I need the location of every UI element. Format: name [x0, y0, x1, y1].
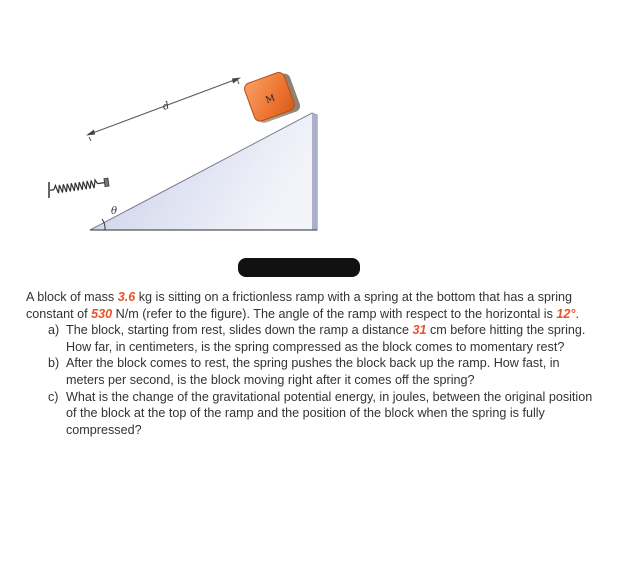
block — [243, 69, 302, 125]
question-a: a) The block, starting from rest, slides down the ramp a distance 31 cm before hitting the spring. How far, in centimeters, is the spring compressed as the block comes to momentary rest? — [48, 323, 586, 354]
block-label: M — [264, 93, 277, 106]
question-c-marker: c) — [48, 389, 59, 404]
redaction-bar — [238, 258, 360, 277]
angle-value: 12° — [556, 306, 576, 321]
mass-value: 3.6 — [117, 290, 136, 304]
spring-constant-value: 530 — [91, 306, 113, 321]
question-c: c) What is the change of the gravitational potential energy, in joules, between the original position of the block at the top of the ramp and the position of the block when the spring is fully compressed? — [48, 389, 593, 437]
distance-label: d — [161, 100, 172, 113]
distance-indicator — [86, 78, 241, 142]
problem-intro: A block of mass 3.6 kg is sitting on a frictionless ramp with a spring at the bottom that has a spring constant of 530 N/m (refer to the figure). The angle of the ramp with respect to the horizontal is 12°. — [26, 290, 579, 321]
question-b: b) After the block comes to rest, the spring pushes the block back up the ramp. How fast, in meters per second, is the block moving right after it comes off the spring? — [48, 356, 560, 387]
ramp — [90, 113, 317, 230]
angle-label: θ — [111, 206, 118, 217]
distance-value: 31 — [412, 323, 427, 338]
question-b-marker: b) — [48, 356, 60, 371]
spring — [49, 178, 109, 194]
question-a-marker: a) — [48, 323, 60, 338]
physics-figure — [0, 0, 639, 250]
problem-text — [26, 289, 596, 438]
